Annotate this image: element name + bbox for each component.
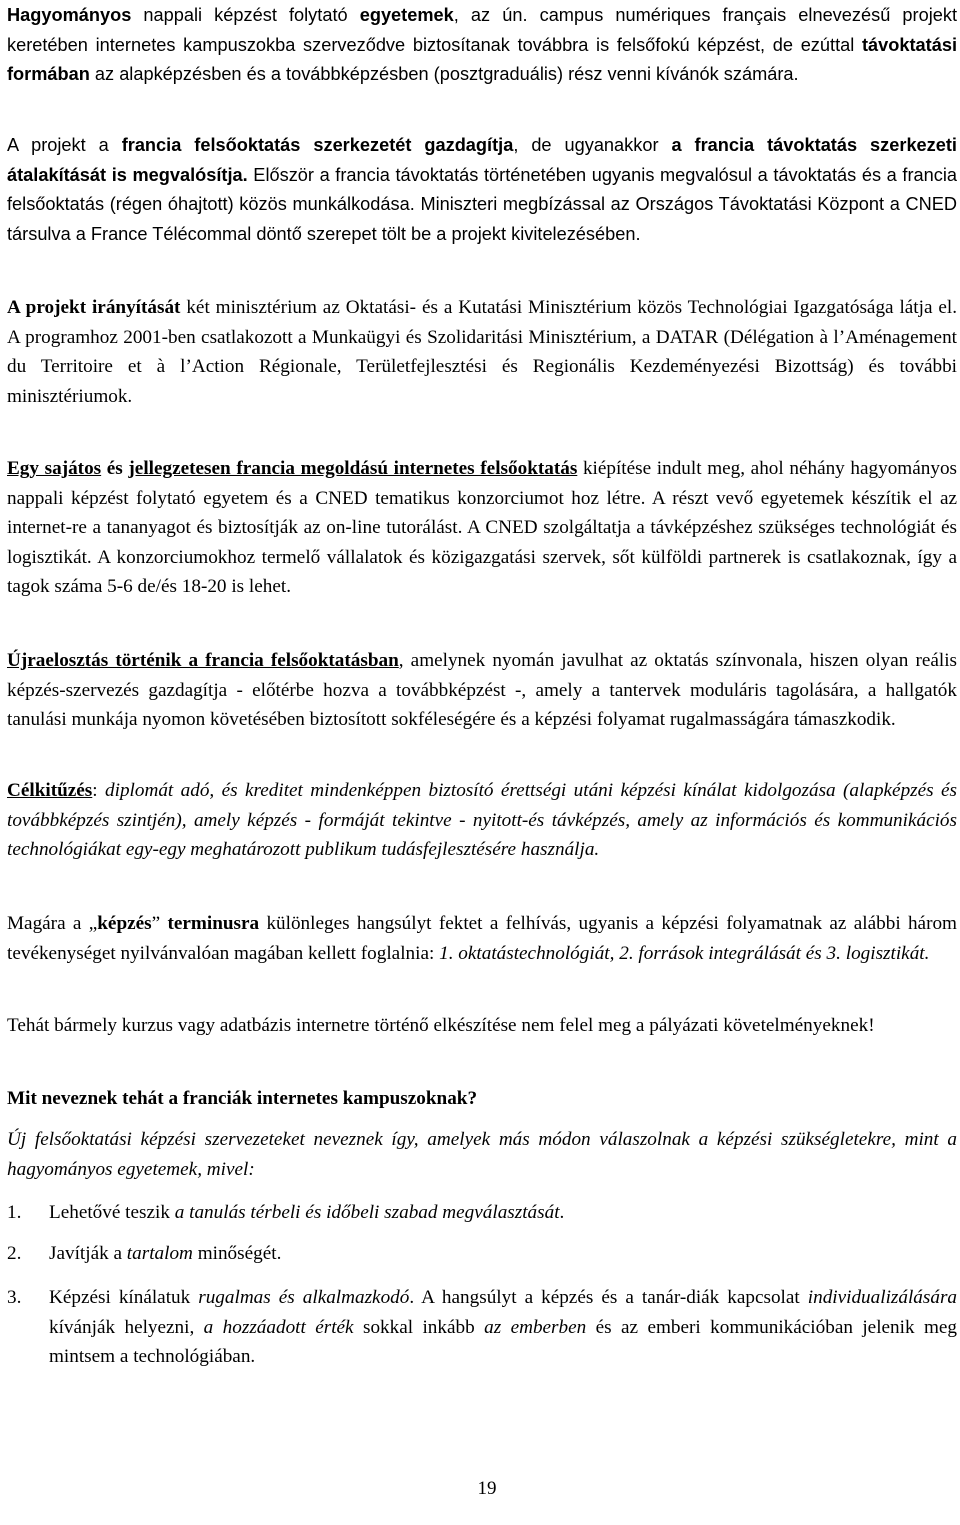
text-run: különleges hangsúlyt fektet a felhívás, ugyanis a képzési folyamatnak az alábbi három tevékenységet nyilvánvalóan magában kellett foglalnia: [7,913,957,964]
italic-phrase: 1. oktatástechnológiát, 2. források integrálását és 3. logisztikát. [439,942,930,964]
italic-phrase: az emberben [484,1316,587,1338]
paragraph-redistribution [7,646,957,735]
page-number: 19 [477,1478,497,1499]
list-number: 1. [7,1202,22,1223]
paragraph-requirements-note: Tehát bármely kurzus vagy adatbázis internetre történő elkészítése nem felel meg a pályázati követelményeknek! [7,1015,875,1036]
italic-phrase: rugalmas és alkalmazkodó [198,1287,410,1308]
text-run: Lehetővé teszik [49,1202,175,1223]
text-run: kiépítése indult meg, ahol néhány hagyományos nappali képzést folytató egyetem és a CNED tematikus konzorciumot hoz létre. A részt vevő egyetemek készítik el az internet-re a tananyagot és biztosítják az on-line tutorálást. A CNED szolgáltatja a távképzéshez szükséges technológiát és logisztikát. A konzorciumokhoz termelő vállalatok és közigazgatási szervek, sőt külföldi partnerek is csatlakoznak, így a tagok száma 5-6 de/és 18-20 is lehet. [7,458,958,598]
bold-phrase: távoktatási formában [7,34,957,85]
paragraph-training-term [7,909,957,968]
text-run: nappali képzést folytató [131,5,360,25]
text-run: A projekt a [7,135,122,155]
text-run: az alapképzésben és a továbbképzésben (posztgraduális) rész venni kívánók számára. [89,64,799,85]
list-text [49,1283,957,1372]
paragraph-french-solution [7,454,957,602]
paragraph-campus-intro [7,1,957,90]
text-run: minőségét. [192,1243,282,1264]
italic-phrase: a hozzáadott érték [203,1316,354,1338]
text-run: kívánják helyezni, [49,1316,204,1338]
bold-phrase: képzés [97,913,152,934]
text-run: Magára a „ [7,913,98,934]
text-run: ” [151,913,168,934]
paragraph-project-structure [7,131,957,249]
text-run: , de ugyanakkor [513,135,672,155]
italic-phrase: tartalom [126,1243,193,1264]
text-run: Javítják a [49,1243,127,1264]
bold-phrase: és [101,458,129,479]
section-heading: Mit neveznek tehát a franciák internetes kampuszoknak? [7,1088,478,1109]
bold-underlined-phrase: Újraelosztás történik a francia felsőoktatásban [7,650,399,671]
bold-phrase: Hagyományos [7,5,132,25]
bold-phrase: egyetemek [359,5,454,25]
text-run: Képzési kínálatuk [49,1287,199,1308]
text-run: két minisztérium az Oktatási- és a Kutatási Minisztérium közös Technológiai Igazgatósága látja el. A programhoz 2001-ben csatlakozott a Munkaügyi és Szolidaritási Minisztérium, a DATAR (Délégation à l’Aménagement du Territoire et à l’Action Régionale, Területfejlesztési és Regionális Kezdeményezési Bizottság) és további minisztériumok. [7,297,957,407]
bold-underlined-phrase: Egy sajátos [7,458,102,479]
text-run: . [559,1202,565,1223]
paragraph-definition: Új felsőoktatási képzési szervezeteket neveznek így, amelyek más módon válaszolnak a képzési szükségletekre, mint a hagyományos egyetemek, mivel: [7,1129,957,1180]
text-run: , amelynek nyomán javulhat az oktatás színvonala, hiszen olyan reális képzés-szervezés gazdagítja - előtérbe hozva a továbbképzést -, amely a tantervek moduláris tagolására, a hallgatók tanulási munkája nyomon követésében biztosított sokféleségére és a képzési folyamat rugalmasságára támaszkodik. [7,650,957,731]
italic-phrase: a tanulás térbeli és időbeli szabad megválasztását [174,1202,560,1223]
italic-phrase: individualizálására [807,1287,958,1308]
bold-phrase: A projekt irányítását [7,297,181,318]
bold-underlined-phrase: Célkitűzés [7,780,93,801]
list-text [49,1198,957,1228]
paragraph-objective [7,776,957,865]
text-run: és az emberi kommunikációban jelenik meg mintsem a technológiában. [49,1316,957,1368]
list-number: 3. [7,1287,22,1308]
text-run: sokkal inkább [353,1316,485,1338]
bold-phrase: a francia távoktatás szerkezeti átalakítását is megvalósítja. [7,135,957,185]
text-run: . A hangsúlyt a képzés és a tanár-diák kapcsolat [409,1287,808,1308]
list-text [49,1239,957,1269]
bold-phrase: francia felsőoktatás szerkezetét gazdagítja [121,135,514,155]
bold-phrase: terminusra [167,913,260,934]
text-run: Először a francia távoktatás történetében ugyanis megvalósul a távoktatás és a francia felsőoktatás (régen óhajtott) közös munkálkodása. Miniszteri megbízással az Országos Távoktatási Központ a CNED társulva a France Télécommal döntő szerepet tölt be a projekt kivitelezésében. [7,164,957,244]
italic-phrase: diplomát adó, és kreditet mindenképpen biztosító érettségi utáni képzési kínálat kidolgozása (alapképzés és továbbképzés szintjén), amely képzés - formáját tekintve - nyitott-és távképzés, amely az információs és kommunikációs technológiákat egy-egy meghatározott publikum tudásfejlesztésére használja. [7,780,957,861]
bold-underlined-phrase: jellegzetesen francia megoldású internetes felsőoktatás [128,458,578,479]
paragraph-project-management [7,293,957,411]
text-run: : [92,780,106,801]
text-run: , az ún. campus numériques français elnevezésű projekt keretében internetes kampuszokba szerveződve biztosítanak továbbra is felsőfokú képzést, de ezúttal [7,5,958,55]
list-number: 2. [7,1243,22,1264]
